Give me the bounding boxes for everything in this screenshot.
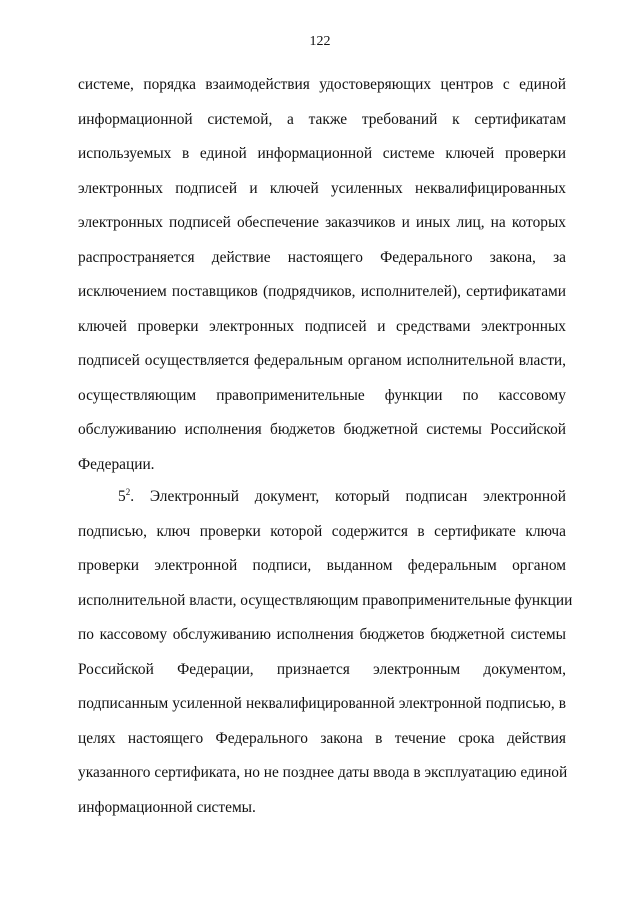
text-line: распространяется действие настоящего Федерального закона, за xyxy=(78,248,566,266)
text-line: информационной системой, а также требований к сертификатам xyxy=(78,110,566,128)
text-line: электронных подписей обеспечение заказчиков и иных лиц, на которых xyxy=(78,214,566,231)
text-line: обслуживанию исполнения бюджетов бюджетной системы Российской xyxy=(78,421,566,438)
text-line: исполнительной власти, осуществляющим правоприменительные функции xyxy=(78,591,573,609)
text-line: целях настоящего Федерального закона в течение срока действия xyxy=(78,729,566,747)
text-line: системе, порядка взаимодействия удостоверяющих центров с единой xyxy=(78,76,566,93)
paragraph-1 xyxy=(78,68,566,482)
item-number: 5 xyxy=(118,488,126,505)
paragraph-2 xyxy=(78,480,573,825)
text-line: электронных подписей и ключей усиленных неквалифицированных xyxy=(78,179,566,197)
text-line: Федерации. xyxy=(78,455,155,473)
text-line: подписей осуществляется федеральным органом исполнительной власти, xyxy=(78,352,566,369)
text-line-first xyxy=(78,480,566,515)
text-line: используемых в единой информационной системе ключей проверки xyxy=(78,145,566,162)
text-line: проверки электронной подписи, выданном федеральным органом xyxy=(78,557,566,574)
text-line: Российской Федерации, признается электронным документом, xyxy=(78,660,566,678)
text-line: подписанным усиленной неквалифицированной электронной подписью, в xyxy=(78,695,566,712)
text-line: подписью, ключ проверки которой содержится в сертификате ключа xyxy=(78,522,566,540)
text-line: ключей проверки электронных подписей и средствами электронных xyxy=(78,317,566,335)
page-number: 122 xyxy=(309,34,331,49)
text-line: исключением поставщиков (подрядчиков, исполнителей), сертификатами xyxy=(78,283,566,300)
text-line: информационной системы. xyxy=(78,798,256,816)
text-line: указанного сертификата, но не позднее даты ввода в эксплуатацию единой xyxy=(78,764,568,781)
first-line-text: . Электронный документ, который подписан электронной xyxy=(130,488,566,505)
text-line: осуществляющим правоприменительные функции по кассовому xyxy=(78,386,566,404)
item-number-superscript: 2 xyxy=(125,487,131,497)
text-line: по кассовому обслуживанию исполнения бюджетов бюджетной системы xyxy=(78,626,566,643)
